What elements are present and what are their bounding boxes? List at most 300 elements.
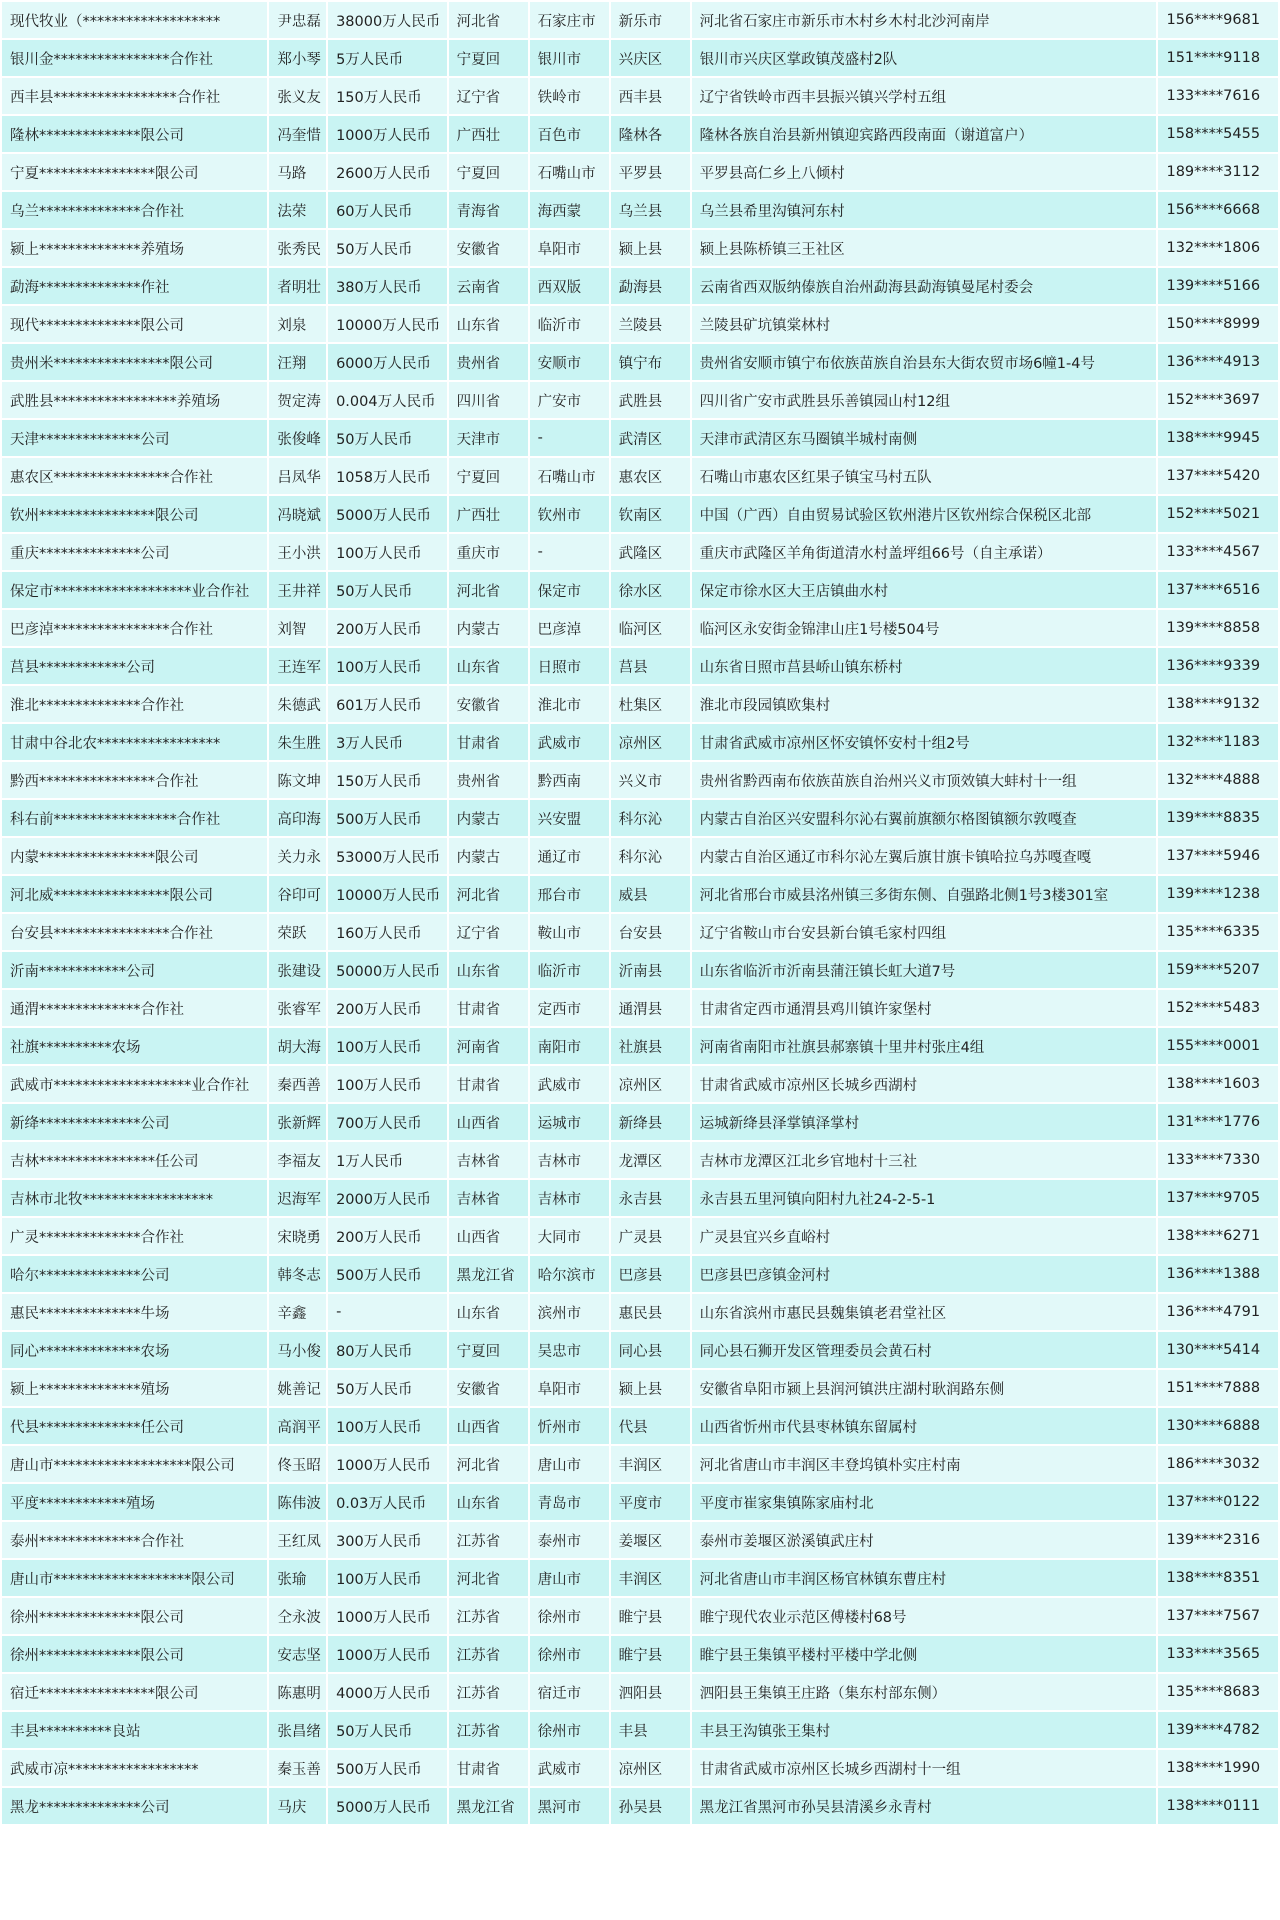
registered-capital-cell: 80万人民币 [328,1332,447,1368]
company-name-cell: 颍上**************养殖场 [2,230,267,266]
table-row [2,1256,1278,1292]
phone-cell: 135****8683 [1158,1674,1278,1710]
registered-capital-cell: 6000万人民币 [328,344,447,380]
district-cell: 乌兰县 [611,192,690,228]
address-cell: 辽宁省鞍山市台安县新台镇毛家村四组 [692,914,1157,950]
province-cell: 甘肃省 [449,990,528,1026]
table-row [2,1408,1278,1444]
registered-capital-cell: 0.03万人民币 [328,1484,447,1520]
registered-capital-cell: 100万人民币 [328,534,447,570]
province-cell: 山西省 [449,1218,528,1254]
phone-cell: 137****5946 [1158,838,1278,874]
legal-rep-cell: 王连军 [269,648,326,684]
address-cell: 永吉县五里河镇向阳村九社24-2-5-1 [692,1180,1157,1216]
registered-capital-cell: 1058万人民币 [328,458,447,494]
table-row [2,648,1278,684]
province-cell: 内蒙古 [449,610,528,646]
phone-cell: 138****1603 [1158,1066,1278,1102]
registered-capital-cell: 2000万人民币 [328,1180,447,1216]
address-cell: 丰县王沟镇张王集村 [692,1712,1157,1748]
district-cell: 威县 [611,876,690,912]
province-cell: 辽宁省 [449,914,528,950]
district-cell: 睢宁县 [611,1636,690,1672]
city-cell: 黑河市 [530,1788,609,1824]
province-cell: 宁夏回 [449,40,528,76]
table-row [2,344,1278,380]
province-cell: 广西壮 [449,496,528,532]
province-cell: 甘肃省 [449,1750,528,1786]
phone-cell: 138****1990 [1158,1750,1278,1786]
address-cell: 巴彦县巴彦镇金河村 [692,1256,1157,1292]
table-row [2,1598,1278,1634]
company-name-cell: 惠民**************牛场 [2,1294,267,1330]
table-row [2,724,1278,760]
company-name-cell: 宁夏****************限公司 [2,154,267,190]
registered-capital-cell: 500万人民币 [328,800,447,836]
phone-cell: 131****1776 [1158,1104,1278,1140]
table-row [2,382,1278,418]
registered-capital-cell: 10000万人民币 [328,306,447,342]
legal-rep-cell: 胡大海 [269,1028,326,1064]
registered-capital-cell: 1000万人民币 [328,1446,447,1482]
province-cell: 河北省 [449,1560,528,1596]
company-name-cell: 社旗**********农场 [2,1028,267,1064]
address-cell: 银川市兴庆区掌政镇茂盛村2队 [692,40,1157,76]
legal-rep-cell: 尹忠磊 [269,2,326,38]
district-cell: 科尔沁 [611,838,690,874]
city-cell: 钦州市 [530,496,609,532]
city-cell: 银川市 [530,40,609,76]
legal-rep-cell: 高润平 [269,1408,326,1444]
registered-capital-cell: 5万人民币 [328,40,447,76]
legal-rep-cell: 秦玉善 [269,1750,326,1786]
table-row [2,838,1278,874]
city-cell: 唐山市 [530,1560,609,1596]
city-cell: 武威市 [530,724,609,760]
province-cell: 辽宁省 [449,78,528,114]
table-row [2,1750,1278,1786]
phone-cell: 138****0111 [1158,1788,1278,1824]
city-cell: 淮北市 [530,686,609,722]
phone-cell: 136****1388 [1158,1256,1278,1292]
province-cell: 重庆市 [449,534,528,570]
district-cell: 丰润区 [611,1560,690,1596]
registered-capital-cell: 4000万人民币 [328,1674,447,1710]
company-name-cell: 乌兰**************合作社 [2,192,267,228]
legal-rep-cell: 汪翔 [269,344,326,380]
table-row [2,1788,1278,1824]
phone-cell: 132****1183 [1158,724,1278,760]
company-name-cell: 沂南************公司 [2,952,267,988]
address-cell: 睢宁现代农业示范区傅楼村68号 [692,1598,1157,1634]
province-cell: 宁夏回 [449,1332,528,1368]
district-cell: 武隆区 [611,534,690,570]
province-cell: 黑龙江省 [449,1256,528,1292]
city-cell: 吉林市 [530,1142,609,1178]
legal-rep-cell: 谷印可 [269,876,326,912]
province-cell: 河南省 [449,1028,528,1064]
city-cell: 定西市 [530,990,609,1026]
registered-capital-cell: 300万人民币 [328,1522,447,1558]
district-cell: 龙潭区 [611,1142,690,1178]
address-cell: 中国（广西）自由贸易试验区钦州港片区钦州综合保税区北部 [692,496,1157,532]
phone-cell: 137****6516 [1158,572,1278,608]
company-name-cell: 科右前*****************合作社 [2,800,267,836]
district-cell: 睢宁县 [611,1598,690,1634]
phone-cell: 137****0122 [1158,1484,1278,1520]
table-row [2,1522,1278,1558]
city-cell: 安顺市 [530,344,609,380]
table-row [2,496,1278,532]
legal-rep-cell: 冯晓斌 [269,496,326,532]
legal-rep-cell: 韩冬志 [269,1256,326,1292]
city-cell: 阜阳市 [530,230,609,266]
registered-capital-cell: 160万人民币 [328,914,447,950]
phone-cell: 133****7330 [1158,1142,1278,1178]
city-cell: 武威市 [530,1750,609,1786]
registered-capital-cell: 1000万人民币 [328,1598,447,1634]
company-name-cell: 现代**************限公司 [2,306,267,342]
province-cell: 甘肃省 [449,724,528,760]
address-cell: 贵州省黔西南布依族苗族自治州兴义市顶效镇大蚌村十一组 [692,762,1157,798]
city-cell: 百色市 [530,116,609,152]
province-cell: 江苏省 [449,1674,528,1710]
district-cell: 兰陵县 [611,306,690,342]
address-cell: 石嘴山市惠农区红果子镇宝马村五队 [692,458,1157,494]
district-cell: 惠农区 [611,458,690,494]
table-row [2,1674,1278,1710]
address-cell: 安徽省阜阳市颍上县润河镇洪庄湖村耿润路东侧 [692,1370,1157,1406]
legal-rep-cell: 陈惠明 [269,1674,326,1710]
city-cell: 邢台市 [530,876,609,912]
table-row [2,192,1278,228]
district-cell: 通渭县 [611,990,690,1026]
phone-cell: 152****5021 [1158,496,1278,532]
city-cell: 吉林市 [530,1180,609,1216]
registered-capital-cell: 2600万人民币 [328,154,447,190]
phone-cell: 139****8835 [1158,800,1278,836]
legal-rep-cell: 秦西善 [269,1066,326,1102]
company-name-cell: 河北威****************限公司 [2,876,267,912]
district-cell: 社旗县 [611,1028,690,1064]
legal-rep-cell: 吕凤华 [269,458,326,494]
table-row [2,1712,1278,1748]
district-cell: 西丰县 [611,78,690,114]
province-cell: 内蒙古 [449,800,528,836]
address-cell: 四川省广安市武胜县乐善镇园山村12组 [692,382,1157,418]
legal-rep-cell: 郑小琴 [269,40,326,76]
table-row [2,1484,1278,1520]
table-row [2,1446,1278,1482]
province-cell: 内蒙古 [449,838,528,874]
city-cell: 鞍山市 [530,914,609,950]
district-cell: 惠民县 [611,1294,690,1330]
province-cell: 天津市 [449,420,528,456]
address-cell: 同心县石狮开发区管理委员会黄石村 [692,1332,1157,1368]
province-cell: 吉林省 [449,1180,528,1216]
legal-rep-cell: 姚善记 [269,1370,326,1406]
province-cell: 四川省 [449,382,528,418]
district-cell: 武胜县 [611,382,690,418]
legal-rep-cell: 辛鑫 [269,1294,326,1330]
city-cell: 保定市 [530,572,609,608]
district-cell: 永吉县 [611,1180,690,1216]
district-cell: 孙吴县 [611,1788,690,1824]
phone-cell: 133****3565 [1158,1636,1278,1672]
legal-rep-cell: 贺定涛 [269,382,326,418]
district-cell: 临河区 [611,610,690,646]
province-cell: 山东省 [449,1294,528,1330]
province-cell: 江苏省 [449,1636,528,1672]
legal-rep-cell: 马路 [269,154,326,190]
table-row [2,306,1278,342]
address-cell: 甘肃省定西市通渭县鸡川镇许家堡村 [692,990,1157,1026]
phone-cell: 139****8858 [1158,610,1278,646]
province-cell: 安徽省 [449,1370,528,1406]
province-cell: 河北省 [449,1446,528,1482]
company-name-cell: 泰州**************合作社 [2,1522,267,1558]
province-cell: 吉林省 [449,1142,528,1178]
address-cell: 睢宁县王集镇平楼村平楼中学北侧 [692,1636,1157,1672]
registered-capital-cell: 700万人民币 [328,1104,447,1140]
district-cell: 巴彦县 [611,1256,690,1292]
registered-capital-cell: 5000万人民币 [328,1788,447,1824]
table-row [2,1104,1278,1140]
registered-capital-cell: 3万人民币 [328,724,447,760]
address-cell: 河北省邢台市威县洺州镇三多街东侧、自强路北侧1号3楼301室 [692,876,1157,912]
city-cell: 阜阳市 [530,1370,609,1406]
company-name-cell: 莒县************公司 [2,648,267,684]
phone-cell: 151****7888 [1158,1370,1278,1406]
phone-cell: 130****6888 [1158,1408,1278,1444]
legal-rep-cell: 法荣 [269,192,326,228]
district-cell: 平罗县 [611,154,690,190]
district-cell: 新绛县 [611,1104,690,1140]
phone-cell: 138****6271 [1158,1218,1278,1254]
district-cell: 同心县 [611,1332,690,1368]
phone-cell: 135****6335 [1158,914,1278,950]
province-cell: 宁夏回 [449,458,528,494]
phone-cell: 133****7616 [1158,78,1278,114]
city-cell: 徐州市 [530,1598,609,1634]
province-cell: 河北省 [449,572,528,608]
registered-capital-cell: 150万人民币 [328,78,447,114]
address-cell: 天津市武清区东马圈镇半城村南侧 [692,420,1157,456]
table-row [2,534,1278,570]
address-cell: 甘肃省武威市凉州区长城乡西湖村 [692,1066,1157,1102]
registered-capital-cell: - [328,1294,447,1330]
district-cell: 平度市 [611,1484,690,1520]
district-cell: 沂南县 [611,952,690,988]
address-cell: 泰州市姜堰区淤溪镇武庄村 [692,1522,1157,1558]
registered-capital-cell: 150万人民币 [328,762,447,798]
province-cell: 山东省 [449,952,528,988]
table-row [2,762,1278,798]
city-cell: 泰州市 [530,1522,609,1558]
province-cell: 云南省 [449,268,528,304]
registered-capital-cell: 53000万人民币 [328,838,447,874]
address-cell: 乌兰县希里沟镇河东村 [692,192,1157,228]
address-cell: 云南省西双版纳傣族自治州勐海县勐海镇曼尾村委会 [692,268,1157,304]
legal-rep-cell: 宋晓勇 [269,1218,326,1254]
legal-rep-cell: 张俊峰 [269,420,326,456]
province-cell: 安徽省 [449,686,528,722]
district-cell: 隆林各 [611,116,690,152]
address-cell: 河北省唐山市丰润区杨官林镇东曹庄村 [692,1560,1157,1596]
legal-rep-cell: 张义友 [269,78,326,114]
address-cell: 黑龙江省黑河市孙吴县清溪乡永青村 [692,1788,1157,1824]
company-name-cell: 隆林**************限公司 [2,116,267,152]
table-row [2,952,1278,988]
legal-rep-cell: 王小洪 [269,534,326,570]
district-cell: 新乐市 [611,2,690,38]
company-name-cell: 吉林****************任公司 [2,1142,267,1178]
legal-rep-cell: 荣跃 [269,914,326,950]
city-cell: 武威市 [530,1066,609,1102]
phone-cell: 158****5455 [1158,116,1278,152]
company-name-cell: 黑龙**************公司 [2,1788,267,1824]
legal-rep-cell: 迟海军 [269,1180,326,1216]
table-row [2,1028,1278,1064]
table-body [2,2,1278,1824]
registered-capital-cell: 200万人民币 [328,1218,447,1254]
province-cell: 黑龙江省 [449,1788,528,1824]
company-name-cell: 重庆**************公司 [2,534,267,570]
legal-rep-cell: 张瑜 [269,1560,326,1596]
legal-rep-cell: 张新辉 [269,1104,326,1140]
registered-capital-cell: 200万人民币 [328,990,447,1026]
legal-rep-cell: 马庆 [269,1788,326,1824]
city-cell: 唐山市 [530,1446,609,1482]
city-cell: 铁岭市 [530,78,609,114]
registered-capital-cell: 50万人民币 [328,230,447,266]
legal-rep-cell: 朱德武 [269,686,326,722]
company-name-cell: 徐州**************限公司 [2,1636,267,1672]
phone-cell: 132****4888 [1158,762,1278,798]
phone-cell: 132****1806 [1158,230,1278,266]
company-name-cell: 保定市*******************业合作社 [2,572,267,608]
city-cell: 徐州市 [530,1712,609,1748]
district-cell: 莒县 [611,648,690,684]
province-cell: 江苏省 [449,1598,528,1634]
registered-capital-cell: 500万人民币 [328,1750,447,1786]
district-cell: 凉州区 [611,1066,690,1102]
company-name-cell: 武胜县*****************养殖场 [2,382,267,418]
phone-cell: 189****3112 [1158,154,1278,190]
company-name-cell: 巴彦淖****************合作社 [2,610,267,646]
registered-capital-cell: 38000万人民币 [328,2,447,38]
legal-rep-cell: 高印海 [269,800,326,836]
city-cell: 黔西南 [530,762,609,798]
phone-cell: 139****1238 [1158,876,1278,912]
company-name-cell: 广灵**************合作社 [2,1218,267,1254]
company-name-cell: 徐州**************限公司 [2,1598,267,1634]
table-row [2,1294,1278,1330]
address-cell: 吉林市龙潭区江北乡官地村十三社 [692,1142,1157,1178]
district-cell: 广灵县 [611,1218,690,1254]
company-name-cell: 甘肃中谷北农***************** [2,724,267,760]
legal-rep-cell: 王红凤 [269,1522,326,1558]
address-cell: 兰陵县矿坑镇棠林村 [692,306,1157,342]
registered-capital-cell: 50万人民币 [328,420,447,456]
district-cell: 丰润区 [611,1446,690,1482]
company-name-cell: 新绛**************公司 [2,1104,267,1140]
company-name-cell: 代县**************任公司 [2,1408,267,1444]
phone-cell: 155****0001 [1158,1028,1278,1064]
registered-capital-cell: 601万人民币 [328,686,447,722]
address-cell: 淮北市段园镇欧集村 [692,686,1157,722]
province-cell: 宁夏回 [449,154,528,190]
company-name-cell: 唐山市*******************限公司 [2,1446,267,1482]
city-cell: 临沂市 [530,952,609,988]
province-cell: 河北省 [449,876,528,912]
city-cell: - [530,534,609,570]
province-cell: 青海省 [449,192,528,228]
city-cell: 宿迁市 [530,1674,609,1710]
company-name-cell: 西丰县*****************合作社 [2,78,267,114]
company-name-cell: 哈尔**************公司 [2,1256,267,1292]
city-cell: 大同市 [530,1218,609,1254]
legal-rep-cell: 安志坚 [269,1636,326,1672]
district-cell: 凉州区 [611,724,690,760]
legal-rep-cell: 王井祥 [269,572,326,608]
district-cell: 武清区 [611,420,690,456]
address-cell: 辽宁省铁岭市西丰县振兴镇兴学村五组 [692,78,1157,114]
district-cell: 台安县 [611,914,690,950]
table-row [2,458,1278,494]
city-cell: - [530,420,609,456]
phone-cell: 133****4567 [1158,534,1278,570]
district-cell: 丰县 [611,1712,690,1748]
district-cell: 镇宁布 [611,344,690,380]
registered-capital-cell: 100万人民币 [328,1066,447,1102]
registered-capital-cell: 50万人民币 [328,572,447,608]
legal-rep-cell: 马小俊 [269,1332,326,1368]
registered-capital-cell: 50万人民币 [328,1370,447,1406]
district-cell: 钦南区 [611,496,690,532]
table-row [2,1142,1278,1178]
registered-capital-cell: 50万人民币 [328,1712,447,1748]
legal-rep-cell: 仝永波 [269,1598,326,1634]
district-cell: 泗阳县 [611,1674,690,1710]
table-row [2,610,1278,646]
phone-cell: 156****6668 [1158,192,1278,228]
company-name-cell: 天津**************公司 [2,420,267,456]
city-cell: 日照市 [530,648,609,684]
table-row [2,800,1278,836]
district-cell: 徐水区 [611,572,690,608]
phone-cell: 139****4782 [1158,1712,1278,1748]
city-cell: 运城市 [530,1104,609,1140]
province-cell: 山东省 [449,1484,528,1520]
table-row [2,1332,1278,1368]
city-cell: 海西蒙 [530,192,609,228]
table-row [2,78,1278,114]
district-cell: 兴义市 [611,762,690,798]
district-cell: 凉州区 [611,1750,690,1786]
district-cell: 颍上县 [611,1370,690,1406]
company-name-cell: 内蒙****************限公司 [2,838,267,874]
company-name-cell: 银川金****************合作社 [2,40,267,76]
registered-capital-cell: 200万人民币 [328,610,447,646]
city-cell: 广安市 [530,382,609,418]
table-row [2,116,1278,152]
table-row [2,1180,1278,1216]
city-cell: 徐州市 [530,1636,609,1672]
address-cell: 内蒙古自治区兴安盟科尔沁右翼前旗额尔格图镇额尔敦嘎查 [692,800,1157,836]
company-name-cell: 现代牧业（******************* [2,2,267,38]
company-name-cell: 同心**************农场 [2,1332,267,1368]
